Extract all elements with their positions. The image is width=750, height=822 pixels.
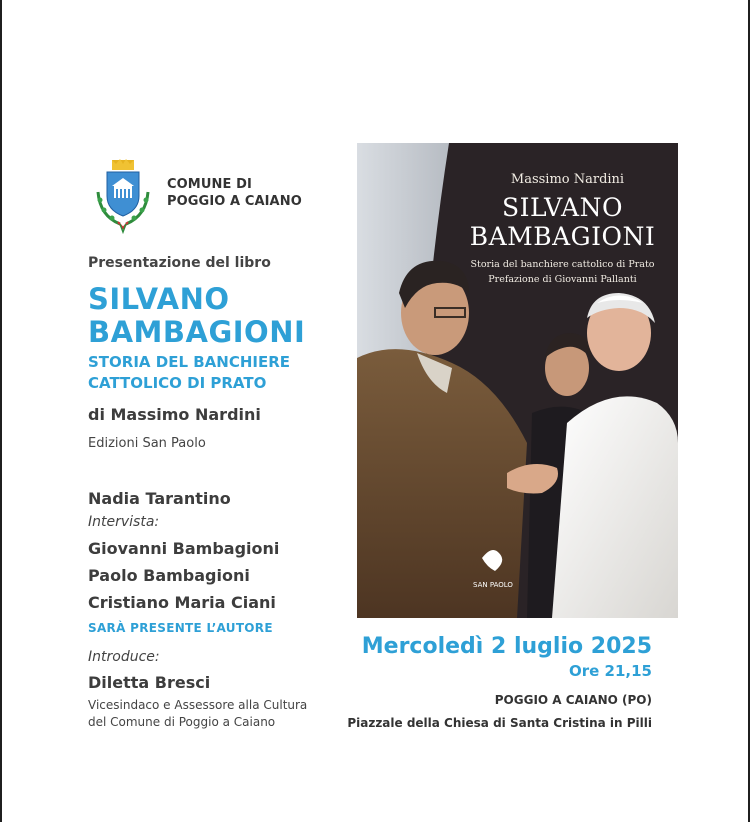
book-title-line2: BAMBAGIONI: [88, 315, 306, 349]
introduce-label: Introduce:: [88, 649, 160, 665]
book-publisher: Edizioni San Paolo: [88, 436, 206, 451]
cover-publisher-logo: SAN PAOLO: [473, 581, 513, 589]
event-label: Presentazione del libro: [88, 255, 271, 271]
cover-title-line2: BAMBAGIONI: [469, 222, 656, 251]
cover-author: Massimo Nardini: [510, 172, 625, 187]
introducer-role-line2: del Comune di Poggio a Caiano: [88, 715, 276, 729]
municipality-line2: POGGIO A CAIANO: [167, 194, 302, 209]
event-time: Ore 21,15: [569, 662, 652, 680]
interview-label: Intervista:: [88, 514, 160, 530]
cover-title: [447, 193, 678, 251]
book-subtitle-line1: STORIA DEL BANCHIERE: [88, 353, 291, 371]
introducer-name: Diletta Bresci: [88, 673, 211, 692]
interviewer-name: Nadia Tarantino: [88, 489, 231, 508]
introducer-role: [88, 697, 307, 731]
guest-name: Giovanni Bambagioni: [88, 539, 280, 558]
guest-name: Paolo Bambagioni: [88, 566, 250, 585]
book-subtitle-line2: CATTOLICO DI PRATO: [88, 374, 267, 392]
municipality-name: [167, 176, 302, 210]
book-title: [88, 283, 305, 349]
event-place: POGGIO A CAIANO (PO): [494, 693, 652, 707]
cover-subtitle-line: Storia del banchiere cattolico di Prato: [470, 259, 655, 270]
book-title-line1: SILVANO: [88, 282, 230, 316]
cover-subtitle: [447, 257, 678, 287]
author-present-note: SARÀ PRESENTE L’AUTORE: [88, 621, 273, 635]
coat-of-arms-icon: [92, 158, 154, 234]
book-cover-image: [357, 143, 678, 618]
guest-name: Cristiano Maria Ciani: [88, 593, 276, 612]
introducer-role-line1: Vicesindaco e Assessore alla Cultura: [88, 698, 308, 712]
cover-title-line1: SILVANO: [502, 193, 623, 222]
event-venue: Piazzale della Chiesa di Santa Cristina in Pilli: [347, 716, 652, 730]
book-author: di Massimo Nardini: [88, 405, 261, 424]
book-subtitle: [88, 352, 290, 394]
cover-preface-line: Prefazione di Giovanni Pallanti: [488, 274, 637, 285]
municipality-line1: COMUNE DI: [167, 177, 252, 192]
event-date: Mercoledì 2 luglio 2025: [361, 634, 652, 659]
